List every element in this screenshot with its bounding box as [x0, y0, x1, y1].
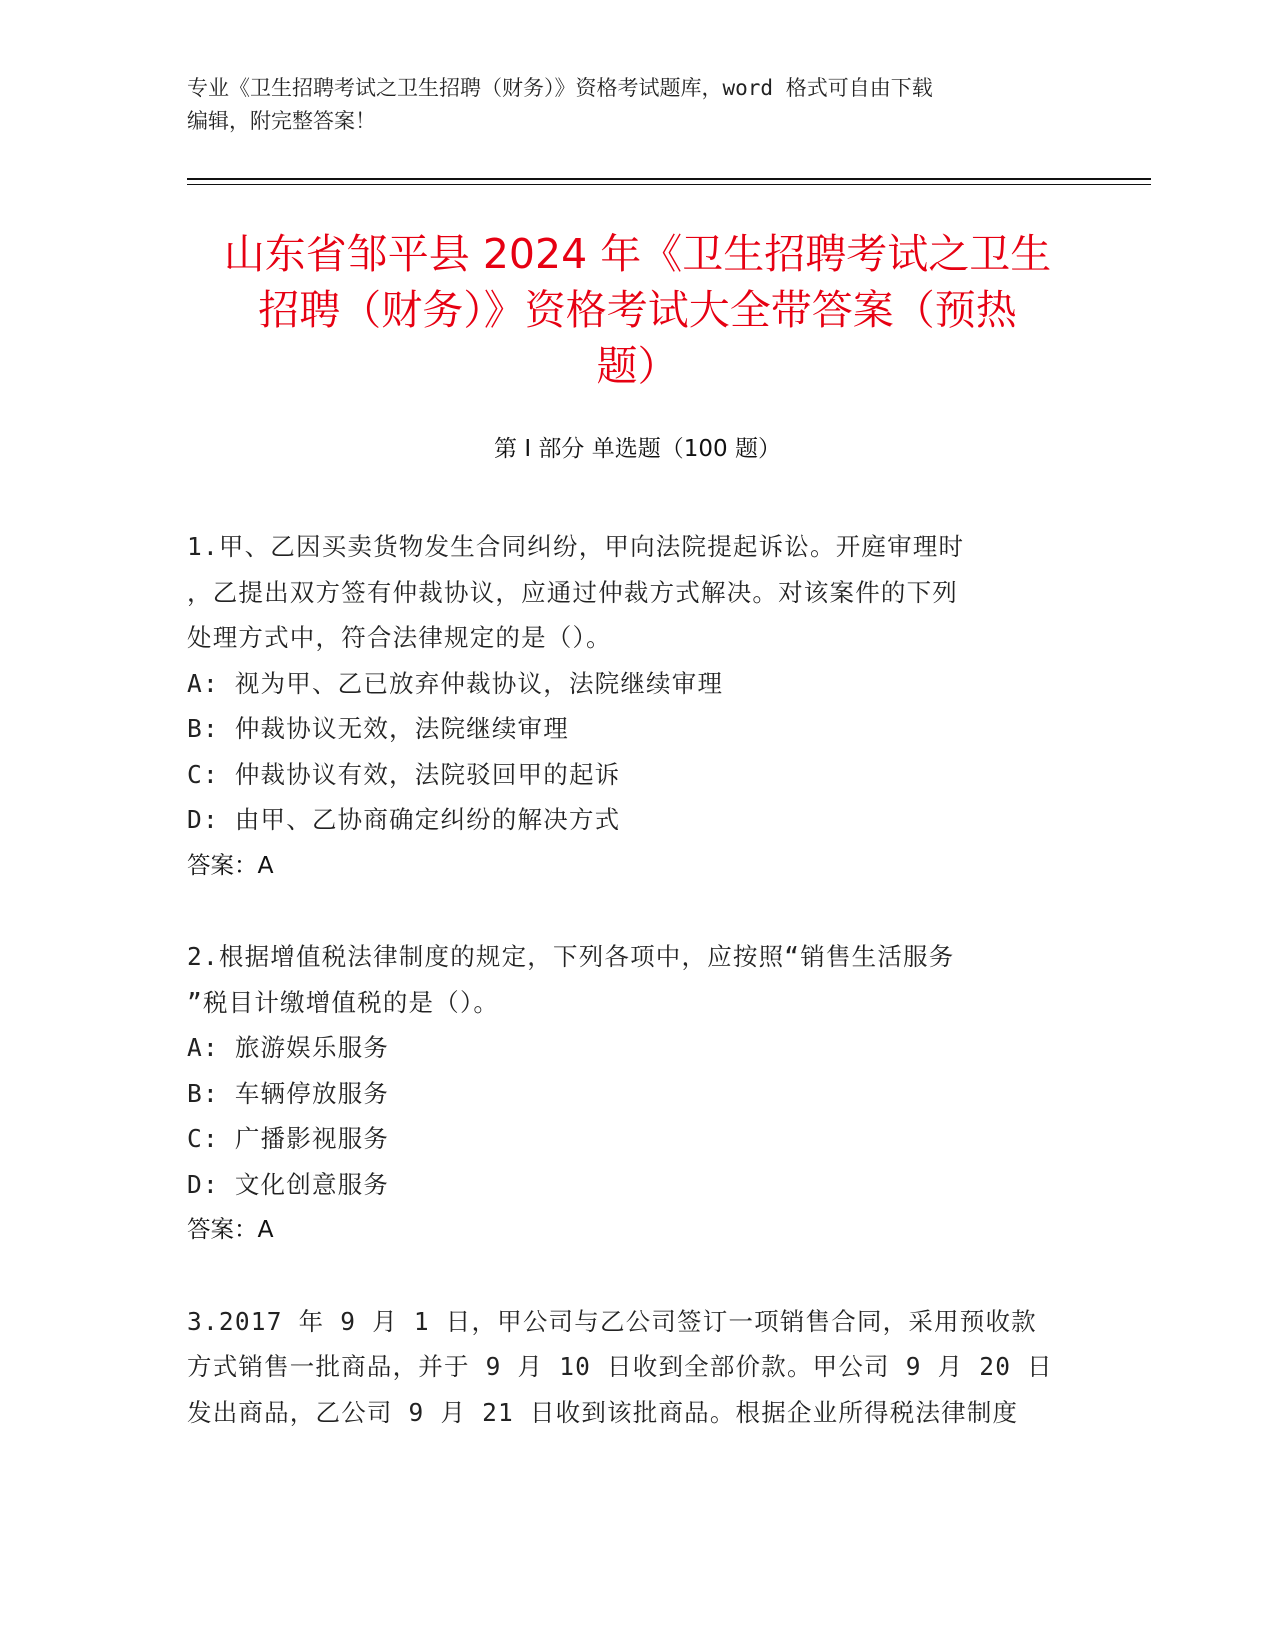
- question-stem-line: 处理方式中，符合法律规定的是（）。: [187, 623, 612, 652]
- question-stem-line: 发出商品，乙公司 9 月 21 日收到该批商品。根据企业所得税法律制度: [187, 1397, 1019, 1427]
- question-stem-line: 3.2017 年 9 月 1 日，甲公司与乙公司签订一项销售合同，采用预收款: [187, 1306, 1037, 1336]
- option-c: C: 仲裁协议有效，法院驳回甲的起诉: [187, 759, 621, 789]
- question-list: [187, 524, 1077, 1481]
- header-note: [187, 72, 1067, 138]
- question-3: [187, 1299, 1077, 1436]
- header-divider-thin: [187, 184, 1151, 185]
- question-stem-line: 1.甲、乙因买卖货物发生合同纠纷，甲向法院提起诉讼。开庭审理时: [187, 532, 965, 561]
- question-1: [187, 524, 1077, 888]
- option-b: B: 仲裁协议无效，法院继续审理: [187, 714, 569, 743]
- option-b: B: 车辆停放服务: [187, 1078, 390, 1108]
- option-d: D: 由甲、乙协商确定纠纷的解决方式: [187, 805, 621, 834]
- option-a: A: 视为甲、乙已放弃仲裁协议，法院继续审理: [187, 668, 724, 698]
- answer: 答案：A: [187, 1215, 274, 1243]
- document-title-line-1: 山东省邹平县 2024 年《卫生招聘考试之卫生: [223, 230, 1052, 278]
- section-heading: 第 I 部分 单选题（100 题）: [494, 436, 781, 462]
- header-note-line-1: 专业《卫生招聘考试之卫生招聘（财务）》资格考试题库，word 格式可自由下载: [187, 76, 933, 100]
- option-c: C: 广播影视服务: [187, 1124, 390, 1153]
- option-a: A: 旅游娱乐服务: [187, 1033, 390, 1062]
- document-title-line-3: 题）: [596, 342, 679, 390]
- header-divider-thick: [187, 178, 1151, 180]
- question-stem-line: ，乙提出双方签有仲裁协议，应通过仲裁方式解决。对该案件的下列: [187, 577, 958, 607]
- question-2: [187, 934, 1077, 1253]
- header-note-line-2: 编辑，附完整答案！: [187, 109, 376, 133]
- question-stem-line: 2.根据增值税法律制度的规定，下列各项中，应按照“销售生活服务: [187, 942, 955, 971]
- answer: 答案：A: [187, 850, 274, 879]
- document-title: [187, 226, 1088, 394]
- document-title-line-2: 招聘（财务）》资格考试大全带答案（预热: [258, 286, 1017, 334]
- question-stem-line: 方式销售一批商品，并于 9 月 10 日收到全部价款。甲公司 9 月 20 日: [187, 1352, 1053, 1381]
- question-stem-line: ”税目计缴增值税的是（）。: [187, 987, 500, 1017]
- option-d: D: 文化创意服务: [187, 1169, 390, 1199]
